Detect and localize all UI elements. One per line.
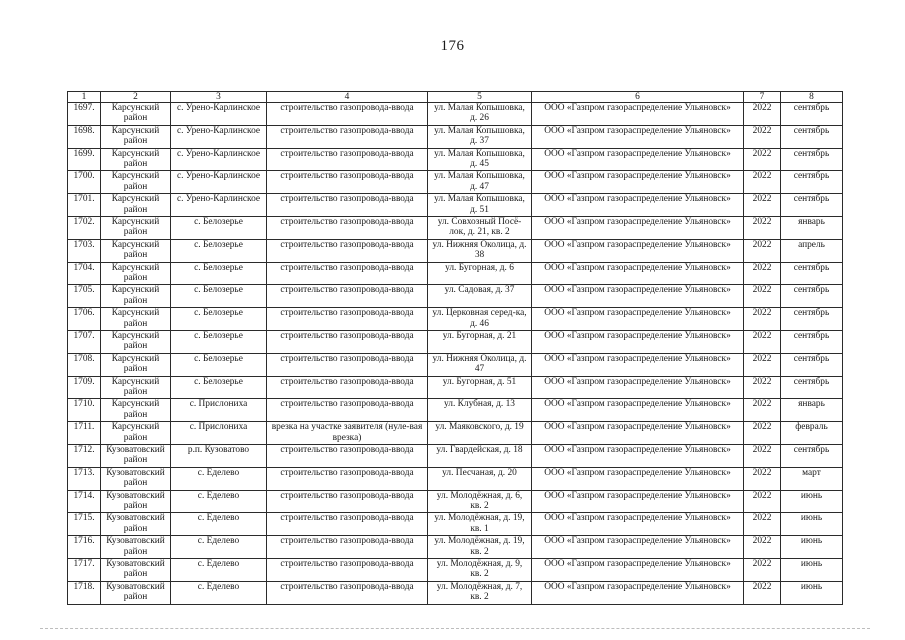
table-row [68, 444, 843, 467]
district-cell: Кузоватовский район [101, 513, 171, 536]
year-cell: 2022 [744, 262, 781, 285]
district-cell: Карсунский район [101, 353, 171, 376]
settlement-cell: с. Белозерье [171, 262, 267, 285]
table-row [68, 148, 843, 171]
organization-cell: ООО «Газпром газораспределение Ульяновск» [532, 216, 744, 239]
column-header: 3 [171, 92, 267, 103]
address-cell: ул. Маяковского, д. 19 [428, 422, 532, 445]
month-cell: апрель [781, 239, 843, 262]
year-cell: 2022 [744, 239, 781, 262]
row-number-cell: 1708. [68, 353, 101, 376]
organization-cell: ООО «Газпром газораспределение Ульяновск» [532, 376, 744, 399]
month-cell: сентябрь [781, 103, 843, 126]
address-cell: ул. Малая Копышовка, д. 51 [428, 194, 532, 217]
address-cell: ул. Молодёжная, д. 7, кв. 2 [428, 581, 532, 604]
settlement-cell: с. Урено-Карлинское [171, 103, 267, 126]
settlement-cell: с. Белозерье [171, 330, 267, 353]
table-row [68, 353, 843, 376]
work-type-cell: строительство газопровода-ввода [267, 148, 428, 171]
work-type-cell: строительство газопровода-ввода [267, 308, 428, 331]
row-number-cell: 1701. [68, 194, 101, 217]
district-cell: Карсунский район [101, 194, 171, 217]
month-cell: сентябрь [781, 125, 843, 148]
settlement-cell: с. Белозерье [171, 308, 267, 331]
row-number-cell: 1713. [68, 467, 101, 490]
settlement-cell: с. Белозерье [171, 216, 267, 239]
settlement-cell: с. Еделево [171, 558, 267, 581]
year-cell: 2022 [744, 194, 781, 217]
settlement-cell: с. Белозерье [171, 239, 267, 262]
table-row [68, 330, 843, 353]
table-row [68, 558, 843, 581]
table-row [68, 194, 843, 217]
year-cell: 2022 [744, 330, 781, 353]
table-row [68, 125, 843, 148]
year-cell: 2022 [744, 581, 781, 604]
year-cell: 2022 [744, 467, 781, 490]
year-cell: 2022 [744, 558, 781, 581]
table-row [68, 285, 843, 308]
work-type-cell: строительство газопровода-ввода [267, 171, 428, 194]
row-number-cell: 1712. [68, 444, 101, 467]
address-cell: ул. Бугорная, д. 21 [428, 330, 532, 353]
table-row [68, 308, 843, 331]
table-row [68, 262, 843, 285]
year-cell: 2022 [744, 148, 781, 171]
address-cell: ул. Малая Копышовка, д. 26 [428, 103, 532, 126]
table-row [68, 467, 843, 490]
district-cell: Кузоватовский район [101, 558, 171, 581]
address-cell: ул. Песчаная, д. 20 [428, 467, 532, 490]
settlement-cell: р.п. Кузоватово [171, 444, 267, 467]
organization-cell: ООО «Газпром газораспределение Ульяновск» [532, 262, 744, 285]
address-cell: ул. Совхозный Посё-лок, д. 21, кв. 2 [428, 216, 532, 239]
organization-cell: ООО «Газпром газораспределение Ульяновск» [532, 536, 744, 559]
organization-cell: ООО «Газпром газораспределение Ульяновск» [532, 353, 744, 376]
address-cell: ул. Гвардейская, д. 18 [428, 444, 532, 467]
organization-cell: ООО «Газпром газораспределение Ульяновск» [532, 558, 744, 581]
district-cell: Кузоватовский район [101, 490, 171, 513]
organization-cell: ООО «Газпром газораспределение Ульяновск» [532, 467, 744, 490]
work-type-cell: строительство газопровода-ввода [267, 558, 428, 581]
row-number-cell: 1710. [68, 399, 101, 422]
district-cell: Карсунский район [101, 330, 171, 353]
settlement-cell: с. Урено-Карлинское [171, 194, 267, 217]
column-header: 4 [267, 92, 428, 103]
column-header: 2 [101, 92, 171, 103]
address-cell: ул. Молодёжная, д. 9, кв. 2 [428, 558, 532, 581]
address-cell: ул. Малая Копышовка, д. 37 [428, 125, 532, 148]
year-cell: 2022 [744, 308, 781, 331]
settlement-cell: с. Еделево [171, 490, 267, 513]
address-cell: ул. Молодёжная, д. 6, кв. 2 [428, 490, 532, 513]
row-number-cell: 1709. [68, 376, 101, 399]
district-cell: Карсунский район [101, 308, 171, 331]
month-cell: февраль [781, 422, 843, 445]
month-cell: июнь [781, 581, 843, 604]
year-cell: 2022 [744, 285, 781, 308]
work-type-cell: строительство газопровода-ввода [267, 239, 428, 262]
address-cell: ул. Бугорная, д. 51 [428, 376, 532, 399]
year-cell: 2022 [744, 103, 781, 126]
month-cell: март [781, 467, 843, 490]
table-row [68, 399, 843, 422]
page-number: 176 [440, 38, 465, 54]
table-header-row [68, 92, 843, 103]
settlement-cell: с. Прислониха [171, 422, 267, 445]
organization-cell: ООО «Газпром газораспределение Ульяновск» [532, 148, 744, 171]
district-cell: Карсунский район [101, 103, 171, 126]
month-cell: январь [781, 399, 843, 422]
month-cell: сентябрь [781, 330, 843, 353]
column-header: 8 [781, 92, 843, 103]
row-number-cell: 1700. [68, 171, 101, 194]
row-number-cell: 1716. [68, 536, 101, 559]
month-cell: июнь [781, 536, 843, 559]
month-cell: сентябрь [781, 353, 843, 376]
row-number-cell: 1714. [68, 490, 101, 513]
column-header: 7 [744, 92, 781, 103]
row-number-cell: 1704. [68, 262, 101, 285]
settlement-cell: с. Прислониха [171, 399, 267, 422]
organization-cell: ООО «Газпром газораспределение Ульяновск» [532, 171, 744, 194]
organization-cell: ООО «Газпром газораспределение Ульяновск» [532, 308, 744, 331]
organization-cell: ООО «Газпром газораспределение Ульяновск» [532, 239, 744, 262]
table-row [68, 239, 843, 262]
month-cell: сентябрь [781, 308, 843, 331]
work-type-cell: строительство газопровода-ввода [267, 262, 428, 285]
row-number-cell: 1718. [68, 581, 101, 604]
table-row [68, 171, 843, 194]
row-number-cell: 1703. [68, 239, 101, 262]
month-cell: сентябрь [781, 285, 843, 308]
row-number-cell: 1706. [68, 308, 101, 331]
month-cell: июнь [781, 513, 843, 536]
work-type-cell: строительство газопровода-ввода [267, 490, 428, 513]
work-type-cell: строительство газопровода-ввода [267, 285, 428, 308]
table-body [68, 103, 843, 605]
month-cell: июнь [781, 558, 843, 581]
table-row [68, 490, 843, 513]
settlement-cell: с. Урено-Карлинское [171, 148, 267, 171]
gas-pipeline-registry-table [67, 91, 843, 605]
district-cell: Кузоватовский район [101, 467, 171, 490]
row-number-cell: 1705. [68, 285, 101, 308]
year-cell: 2022 [744, 536, 781, 559]
month-cell: сентябрь [781, 262, 843, 285]
row-number-cell: 1699. [68, 148, 101, 171]
district-cell: Карсунский район [101, 376, 171, 399]
table-row [68, 536, 843, 559]
work-type-cell: строительство газопровода-ввода [267, 353, 428, 376]
month-cell: сентябрь [781, 194, 843, 217]
settlement-cell: с. Белозерье [171, 285, 267, 308]
district-cell: Кузоватовский район [101, 536, 171, 559]
address-cell: ул. Молодёжная, д. 19, кв. 1 [428, 513, 532, 536]
month-cell: сентябрь [781, 444, 843, 467]
organization-cell: ООО «Газпром газораспределение Ульяновск» [532, 194, 744, 217]
district-cell: Карсунский район [101, 262, 171, 285]
settlement-cell: с. Еделево [171, 536, 267, 559]
table-row [68, 216, 843, 239]
month-cell: июнь [781, 490, 843, 513]
address-cell: ул. Клубная, д. 13 [428, 399, 532, 422]
organization-cell: ООО «Газпром газораспределение Ульяновск» [532, 399, 744, 422]
year-cell: 2022 [744, 490, 781, 513]
row-number-cell: 1707. [68, 330, 101, 353]
work-type-cell: строительство газопровода-ввода [267, 581, 428, 604]
month-cell: январь [781, 216, 843, 239]
work-type-cell: врезка на участке заявителя (нуле-вая врезка) [267, 422, 428, 445]
district-cell: Карсунский район [101, 125, 171, 148]
district-cell: Карсунский район [101, 399, 171, 422]
organization-cell: ООО «Газпром газораспределение Ульяновск» [532, 490, 744, 513]
district-cell: Карсунский район [101, 239, 171, 262]
organization-cell: ООО «Газпром газораспределение Ульяновск» [532, 285, 744, 308]
month-cell: сентябрь [781, 376, 843, 399]
year-cell: 2022 [744, 171, 781, 194]
work-type-cell: строительство газопровода-ввода [267, 125, 428, 148]
organization-cell: ООО «Газпром газораспределение Ульяновск» [532, 103, 744, 126]
address-cell: ул. Молодёжная, д. 19, кв. 2 [428, 536, 532, 559]
year-cell: 2022 [744, 513, 781, 536]
work-type-cell: строительство газопровода-ввода [267, 376, 428, 399]
district-cell: Карсунский район [101, 148, 171, 171]
settlement-cell: с. Урено-Карлинское [171, 125, 267, 148]
work-type-cell: строительство газопровода-ввода [267, 444, 428, 467]
district-cell: Карсунский район [101, 285, 171, 308]
work-type-cell: строительство газопровода-ввода [267, 513, 428, 536]
organization-cell: ООО «Газпром газораспределение Ульяновск» [532, 125, 744, 148]
year-cell: 2022 [744, 353, 781, 376]
table-row [68, 103, 843, 126]
work-type-cell: строительство газопровода-ввода [267, 103, 428, 126]
address-cell: ул. Церковная серед-ка, д. 46 [428, 308, 532, 331]
year-cell: 2022 [744, 376, 781, 399]
district-cell: Кузоватовский район [101, 444, 171, 467]
settlement-cell: с. Белозерье [171, 353, 267, 376]
work-type-cell: строительство газопровода-ввода [267, 467, 428, 490]
year-cell: 2022 [744, 422, 781, 445]
table-row [68, 513, 843, 536]
row-number-cell: 1702. [68, 216, 101, 239]
year-cell: 2022 [744, 125, 781, 148]
district-cell: Карсунский район [101, 171, 171, 194]
column-header: 5 [428, 92, 532, 103]
organization-cell: ООО «Газпром газораспределение Ульяновск» [532, 330, 744, 353]
work-type-cell: строительство газопровода-ввода [267, 216, 428, 239]
organization-cell: ООО «Газпром газораспределение Ульяновск» [532, 513, 744, 536]
settlement-cell: с. Еделево [171, 581, 267, 604]
settlement-cell: с. Еделево [171, 513, 267, 536]
district-cell: Кузоватовский район [101, 581, 171, 604]
work-type-cell: строительство газопровода-ввода [267, 399, 428, 422]
organization-cell: ООО «Газпром газораспределение Ульяновск» [532, 581, 744, 604]
district-cell: Карсунский район [101, 422, 171, 445]
column-header: 1 [68, 92, 101, 103]
district-cell: Карсунский район [101, 216, 171, 239]
scan-artifact-line [40, 628, 870, 630]
settlement-cell: с. Белозерье [171, 376, 267, 399]
organization-cell: ООО «Газпром газораспределение Ульяновск» [532, 422, 744, 445]
year-cell: 2022 [744, 399, 781, 422]
row-number-cell: 1715. [68, 513, 101, 536]
address-cell: ул. Бугорная, д. 6 [428, 262, 532, 285]
row-number-cell: 1717. [68, 558, 101, 581]
year-cell: 2022 [744, 444, 781, 467]
settlement-cell: с. Урено-Карлинское [171, 171, 267, 194]
address-cell: ул. Малая Копышовка, д. 45 [428, 148, 532, 171]
table-row [68, 376, 843, 399]
month-cell: сентябрь [781, 148, 843, 171]
address-cell: ул. Нижняя Околица, д. 47 [428, 353, 532, 376]
table-row [68, 581, 843, 604]
work-type-cell: строительство газопровода-ввода [267, 194, 428, 217]
year-cell: 2022 [744, 216, 781, 239]
organization-cell: ООО «Газпром газораспределение Ульяновск» [532, 444, 744, 467]
address-cell: ул. Малая Копышовка, д. 47 [428, 171, 532, 194]
address-cell: ул. Садовая, д. 37 [428, 285, 532, 308]
column-header: 6 [532, 92, 744, 103]
row-number-cell: 1711. [68, 422, 101, 445]
row-number-cell: 1698. [68, 125, 101, 148]
month-cell: сентябрь [781, 171, 843, 194]
table-row [68, 422, 843, 445]
address-cell: ул. Нижняя Околица, д. 38 [428, 239, 532, 262]
work-type-cell: строительство газопровода-ввода [267, 330, 428, 353]
work-type-cell: строительство газопровода-ввода [267, 536, 428, 559]
settlement-cell: с. Еделево [171, 467, 267, 490]
row-number-cell: 1697. [68, 103, 101, 126]
